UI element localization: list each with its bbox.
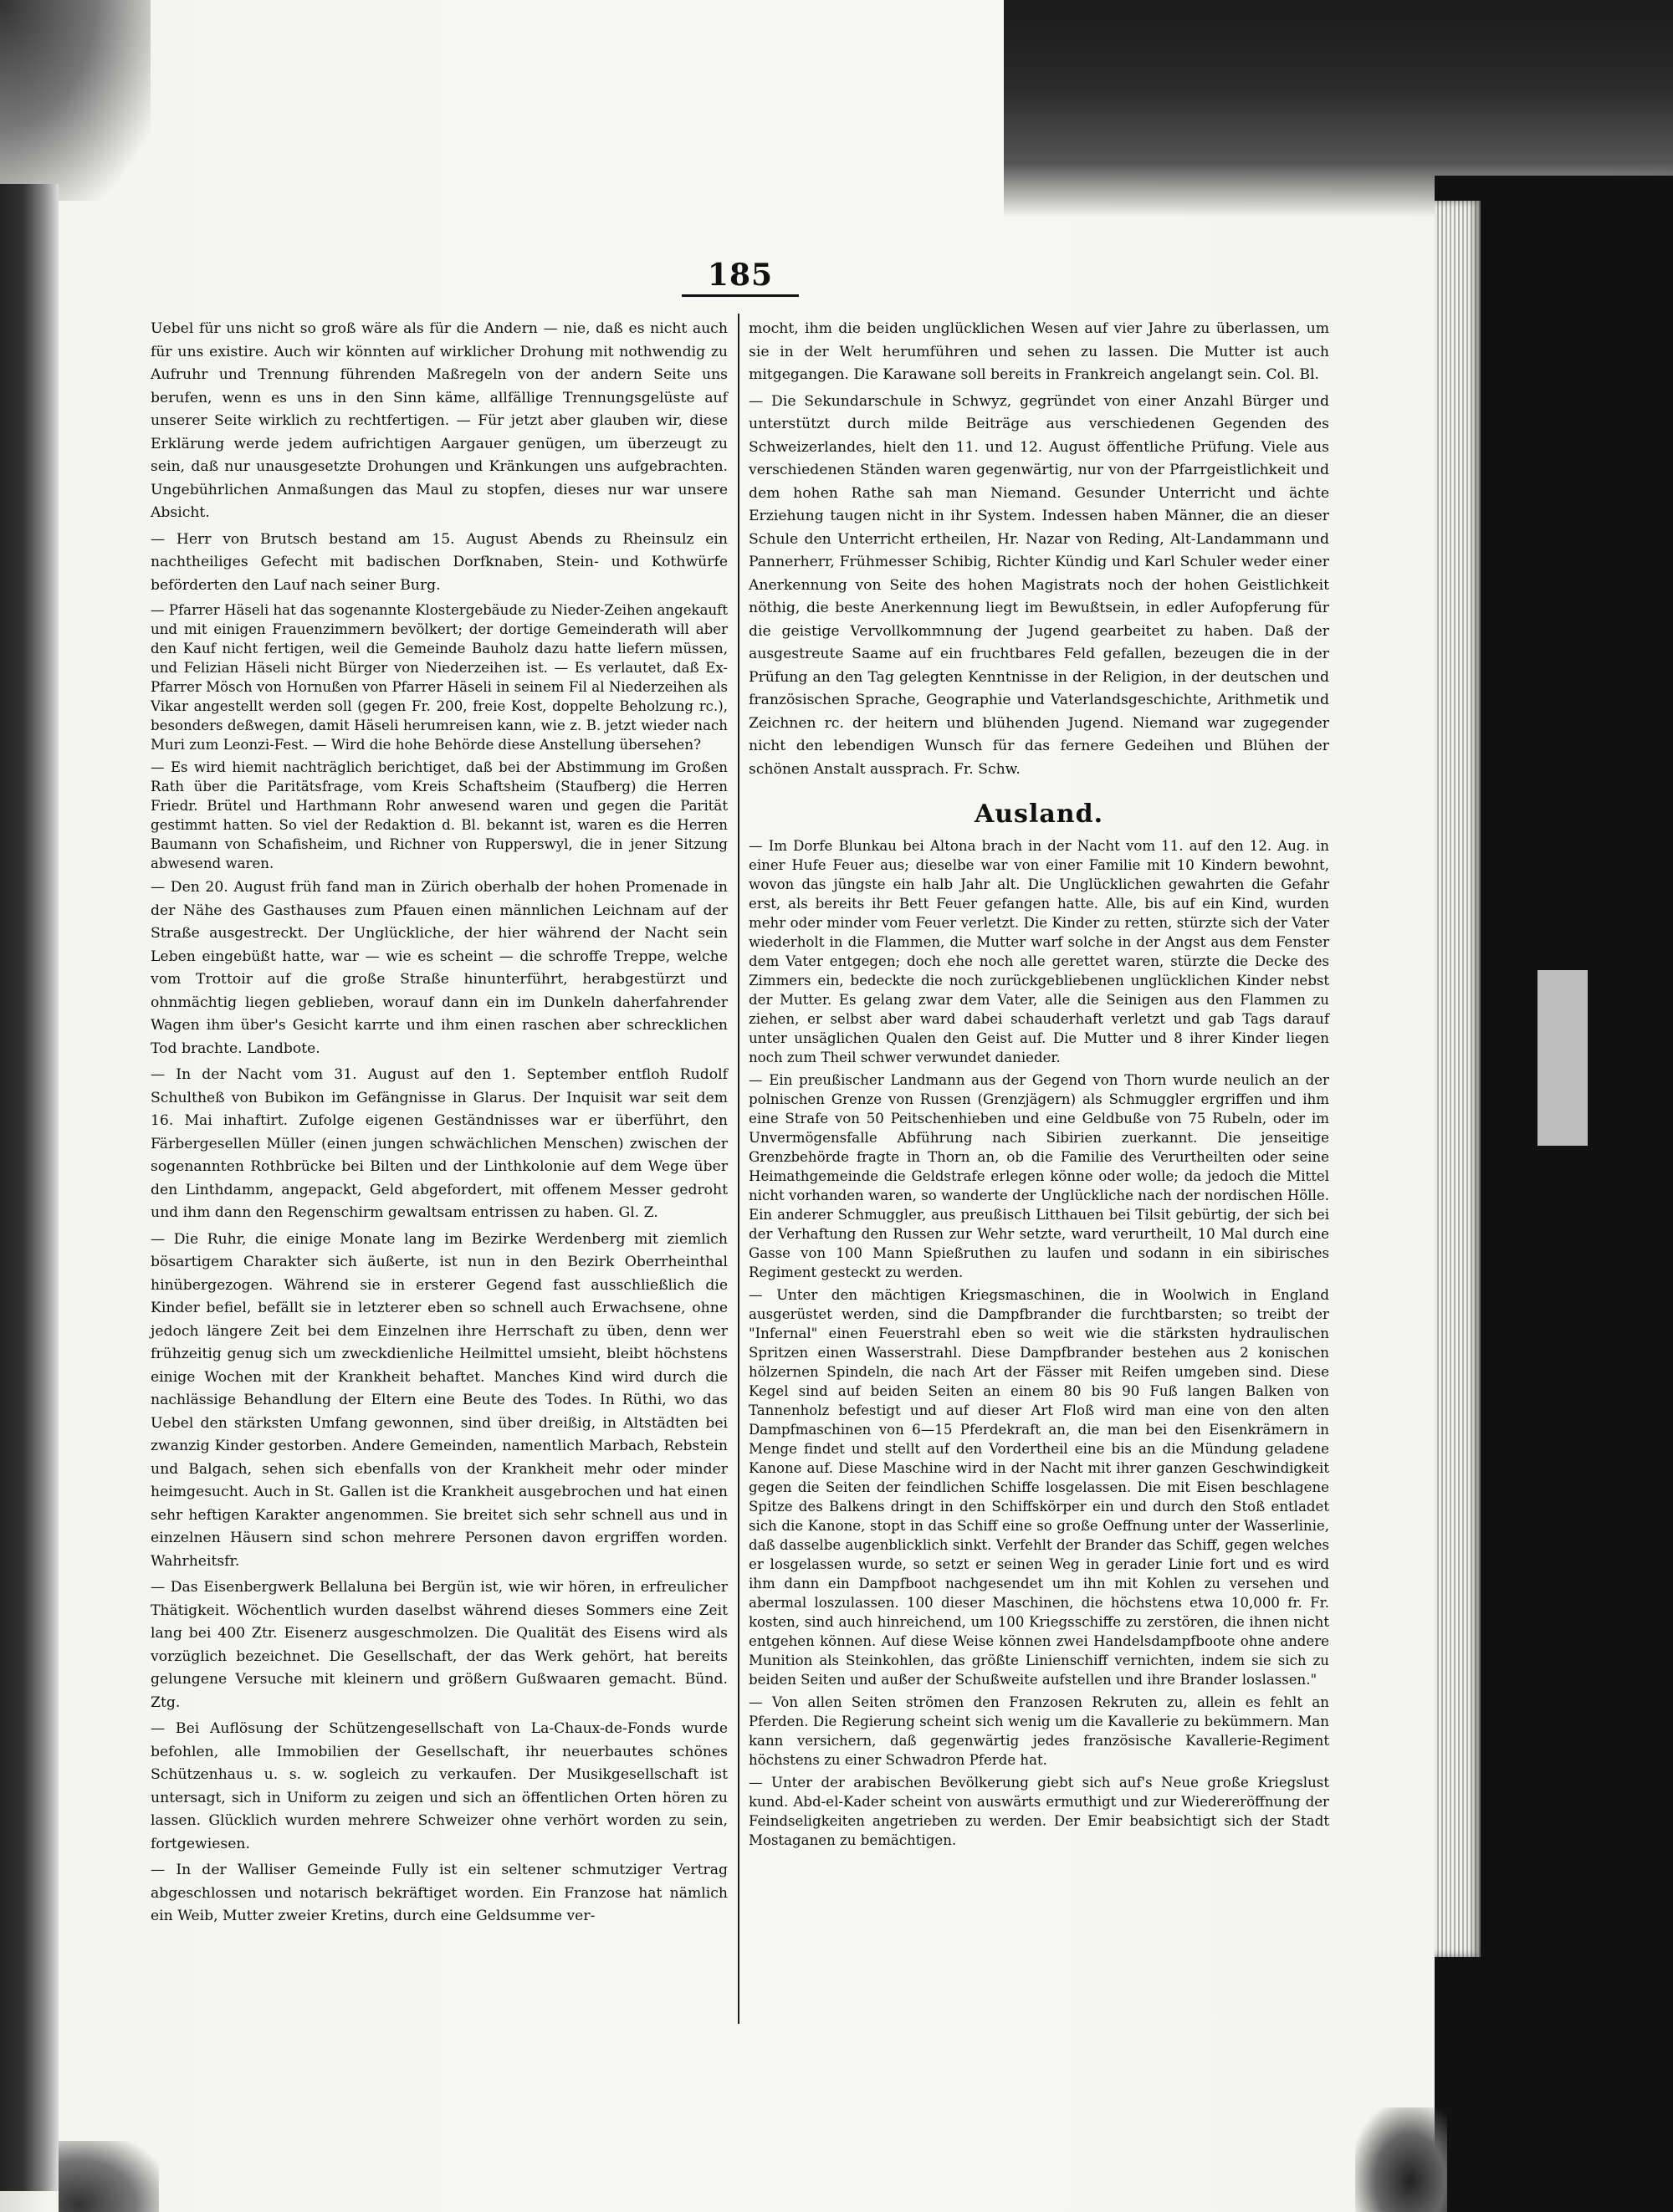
article-paragraph: — Die Ruhr, die einige Monate lang im Bezirke Werdenberg mit ziemlich bösartigem Charakter sich äußerte, ist nun in den Bezirk Oberrheinthal hinübergezogen. Während sie in ersterer Gegend fast ausschließlich die Kinder befiel, befällt sie in letzterer eben so schnell auch Erwachsene, ohne jedoch längere Zeit bei dem Einzelnen ihre Herrschaft zu üben, denn wer frühzeitig genug sich um zweckdienliche Heilmittel umsieht, bleibt höchstens einige Wochen mit der Krankheit behaftet. Manches Kind wird durch die nachlässige Behandlung der Eltern eine Beute des Todes. In Rüthi, wo das Uebel den stärksten Umfang gewonnen, sind über dreißig, in Altstädten bei zwanzig Kinder gestorben. Andere Gemeinden, namentlich Marbach, Rebstein und Balgach, sehen sich ebenfalls von der Krankheit mehr oder minder heimgesucht. Auch in St. Gallen ist die Krankheit ausgebrochen und hat einen sehr heftigen Karakter angenommen. Sie breitet sich sehr schnell aus und in einzelnen Häusern sind schon mehrere Personen davon ergriffen worden. Wahrheitsfr. bbox=[151, 1230, 728, 1570]
article-paragraph: — Herr von Brutsch bestand am 15. August Abends zu Rheinsulz ein nachtheiliges Gefecht mit badischen Dorfknaben, Stein- und Kothwürfe beförderten den Lauf nach seiner Burg. bbox=[151, 530, 728, 594]
article-paragraph: — Die Sekundarschule in Schwyz, gegründet von einer Anzahl Bürger und unterstützt durch milde Beiträge aus verschiedenen Gegenden des Schweizerlandes, hielt den 11. und 12. August öffentliche Prüfung. Viele aus verschiedenen Ständen waren gegenwärtig, nur von der Pfarrgeistlichkeit und dem hohen Rathe sah man Niemand. Gesunder Unterricht und ächte Erziehung taugen nicht in ihr System. Indessen haben Männer, die an dieser Schule den Unterricht ertheilen, Hr. Nazar von Reding, Alt-Landammann und Pannerherr, Frühmesser Schibig, Richter Kündig und Karl Schuler weder einer Anerkennung von Seite des hohen Magistrats noch der hohen Geistlichkeit nöthig, die beste Anerkennung liegt im Bewußtsein, in edler Aufopferung für die geistige Vervollkommnung der Jugend gearbeitet zu haben. Daß der ausgestreute Saame auf ein fruchtbares Feld gefallen, bezeugen die in der Prüfung an den Tag gelegten Kenntnisse in der Religion, in der deutschen und französischen Sprache, Geographie und Vaterlandsgeschichte, Arithmetik und Zeichnen rc. der heitern und blühenden Jugend. Niemand war zugegender nicht den lebendigen Wunsch für das fernere Gedeihen und Blühen der schönen Anstalt aussprach. Fr. Schw. bbox=[749, 392, 1329, 778]
stacked-page-edges bbox=[1435, 201, 1481, 1957]
article-paragraph: — Von allen Seiten strömen den Franzosen Rekruten zu, allein es fehlt an Pferden. Die Regierung scheint sich wenig um die Kavallerie zu bekümmern. Man kann versichern, daß gegenwärtig jedes französische Kavallerie-Regiment höchstens zu einer Schwadron Pferde hat. bbox=[749, 1694, 1329, 1768]
header-rule bbox=[682, 294, 799, 297]
scan-corner-shadow-bottom-left bbox=[59, 2141, 159, 2212]
scan-corner-shadow-bottom-right bbox=[1355, 2107, 1447, 2212]
article-paragraph: — Ein preußischer Landmann aus der Gegend von Thorn wurde neulich an der polnischen Grenze von Russen (Grenzjägern) als Schmuggler ergriffen und ihm eine Strafe von 50 Peitschenhieben und eine Geldbuße von 75 Rubeln, oder im Unvermögensfalle Abführung nach Sibirien zuerkannt. Die jenseitige Grenzbehörde fragte in Thorn an, ob die Familie des Verurtheilten oder seine Heimathgemeinde die Geldstrafe erlegen könne oder wolle; da jedoch die Mittel nicht vorhanden waren, so wanderte der Unglückliche nach der nordischen Hölle. Ein anderer Schmuggler, aus preußisch Litthauen bei Tilsit gebürtig, der sich bei der Verhaftung den Russen zur Wehr setzte, ward verurtheilt, 10 Mal durch eine Gasse von 100 Mann Spießruthen zu laufen und sodann in ein sibirisches Regiment gesteckt zu werden. bbox=[749, 1072, 1329, 1280]
article-paragraph: — Im Dorfe Blunkau bei Altona brach in der Nacht vom 11. auf den 12. Aug. in einer Hufe Feuer aus; dieselbe war von einer Familie mit 10 Kindern bewohnt, wovon das jüngste ein halb Jahr alt. Die Unglücklichen gewahrten die Gefahr erst, als bereits ihr Bett Feuer gefangen hatte. Alle, bis auf ein Kind, wurden mehr oder minder vom Feuer verletzt. Die Kinder zu retten, stürzte sich der Vater wiederholt in die Flammen, die Mutter warf solche in der Angst aus dem Fenster dem Vater entgegen; doch ehe noch alle gerettet waren, stürzte die Decke des Zimmers ein, bedeckte die noch zurückgebliebenen unglücklichen Kinder nebst der Mutter. Es gelang zwar dem Vater, alle die Seinigen aus den Flammen zu ziehen, er selbst aber ward dabei schauderhaft verletzt und gab Tags darauf unter unsäglichen Qualen den Geist auf. Die Mutter und 8 ihrer Kinder liegen noch zum Theil schwer verwundet danieder. bbox=[749, 838, 1329, 1065]
section-heading: Ausland. bbox=[974, 799, 1104, 829]
article-paragraph: — In der Nacht vom 31. August auf den 1. September entfloh Rudolf Schultheß von Bubikon im Gefängnisse in Glarus. Der Inquisit war seit dem 16. Mai inhaftirt. Zufolge eigenen Geständnisses war er überführt, den Färbergesellen Müller (einen jungen schwächlichen Menschen) zwischen der sogenannten Rothbrücke bei Bilten und der Linthkolonie auf dem Wege über den Linthdamm, angepackt, Geld abgefordert, mit offenem Messer gedroht und ihm dann den Regenschirm gewaltsam entrissen zu haben. Gl. Z. bbox=[151, 1066, 728, 1221]
article-paragraph: — Bei Auflösung der Schützengesellschaft von La-Chaux-de-Fonds wurde befohlen, alle Immobilien der Gesellschaft, ihr neuerbautes schönes Schützenhaus u. s. w. sogleich zu verkaufen. Der Musikgesellschaft ist untersagt, sich in Uniform zu zeigen und sich an öffentlichen Orten hören zu lassen. Glücklich wurden mehrere Schweizer ohne verhört worden zu sein, fortgewiesen. bbox=[151, 1720, 728, 1852]
page-edge-marker bbox=[1537, 970, 1588, 1146]
right-column bbox=[749, 318, 1329, 1853]
column-divider bbox=[738, 314, 739, 2024]
book-binding-edge-left bbox=[0, 184, 59, 2191]
article-paragraph: Uebel für uns nicht so groß wäre als für die Andern — nie, daß es nicht auch für uns existire. Auch wir könnten auf wirklicher Drohung mit nothwendig zu Aufruhr und Trennung führenden Maßregeln von der andern Seite uns berufen, wenn es uns in den Sinn käme, allfällige Trennungsgelüste auf unserer Seite wirklich zu rechtfertigen. — Für jetzt aber glauben wir, diese Erklärung werde jedem aufrichtigen Aargauer genügen, um überzeugt zu sein, daß nur unausgesetzte Drohungen und Kränkungen uns aufgebrachten. Ungebührlichen Anmaßungen das Maul zu stopfen, dieses nur war unsere Absicht. bbox=[151, 320, 728, 521]
left-column bbox=[151, 318, 728, 1932]
article-paragraph: mocht, ihm die beiden unglücklichen Wesen auf vier Jahre zu überlassen, um sie in der Welt herumführen und sehen zu lassen. Die Mutter ist auch mitgegangen. Die Karawane soll bereits in Frankreich angelangt sein. Col. Bl. bbox=[749, 320, 1329, 383]
binding-shadow-top-left bbox=[0, 0, 151, 201]
article-paragraph: — Es wird hiemit nachträglich berichtiget, daß bei der Abstimmung im Großen Rath über die Paritätsfrage, vom Kreis Schaftsheim (Staufberg) die Herren Friedr. Brütel und Harthmann Rohr anwesend waren und gegen die Parität gestimmt hatten. So viel der Redaktion d. Bl. bekannt ist, waren es die Herren Baumann von Schafisheim, und Richner von Rupperswyl, die in jener Sitzung abwesend waren. bbox=[151, 759, 728, 871]
article-paragraph: — Unter den mächtigen Kriegsmaschinen, die in Woolwich in England ausgerüstet werden, sind die Dampfbrander die furchtbarsten; so treibt der "Infernal" einen Feuerstrahl eben so weit wie die stärksten hydraulischen Spritzen einen Wasserstrahl. Diese Dampfbrander bestehen aus 2 konischen hölzernen Spindeln, die nach Art der Fässer mit Reifen umgeben sind. Diese Kegel sind auf beiden Seiten an einem 80 bis 90 Fuß langen Balken von Tannenholz befestigt und auf dieser Art Floß wird man eine von den alten Dampfmaschinen von 6—15 Pferdekraft an, die man bei den Eisenkrämern in Menge findet und stellt auf den Vordertheil eine bis an die Mündung geladene Kanone auf. Diese Maschine wird in der Nacht mit ihrer ganzen Geschwindigkeit gegen die Seiten der feindlichen Schiffe losgelassen. Die mit Eisen beschlagene Spitze des Balkens dringt in den Schiffskörper ein und durch den Stoß entladet sich die Kanone, stopt in das Schiff eine so große Oeffnung unter der Wasserlinie, daß dasselbe augenblicklich sinkt. Verfehlt der Brander das Schiff, gegen welches er losgelassen wurde, so setzt er seinen Weg in gerader Linie fort und es wird ihm dann ein Dampfboot nachgesendet um ihn mit Kohlen zu versehen und abermal loszulassen. 100 dieser Maschinen, die höchstens etwa 10,000 fr. Fr. kosten, sind auch hinreichend, um 100 Kriegsschiffe zu zerstören, die ihnen nicht entgehen können. Auf diese Weise können zwei Handelsdampfboote ohne andere Munition als Steinkohlen, das größte Linienschiff vernichten, indem sie sich zu beiden Seiten und außer der Schußweite aufstellen und ihre Brander loslassen." bbox=[749, 1287, 1329, 1688]
article-paragraph: — Pfarrer Häseli hat das sogenannte Klostergebäude zu Nieder-Zeihen angekauft und mit einigen Frauenzimmern bevölkert; der dortige Gemeinderath will aber den Kauf nicht fertigen, weil die Gemeinde Bauholz dazu hatte liefern müssen, und Felizian Häseli nicht Bürger von Niederzeihen ist. — Es verlautet, daß Ex-Pfarrer Mösch von Hornußen von Pfarrer Häseli in seinem Fil al Niederzeihen als Vikar angestellt werden soll (gegen Fr. 200, freie Kost, doppelte Beholzung rc.), besonders deßwegen, damit Häseli herumreisen kann, wie z. B. jetzt wieder nach Muri zum Leonzi-Fest. — Wird die hohe Behörde diese Anstellung übersehen? bbox=[151, 602, 728, 753]
article-paragraph: — In der Walliser Gemeinde Fully ist ein seltener schmutziger Vertrag abgeschlossen und notarisch bekräftiget worden. Ein Franzose hat nämlich ein Weib, Mutter zweier Kretins, durch eine Geldsumme ver- bbox=[151, 1862, 728, 1924]
article-paragraph: — Das Eisenbergwerk Bellaluna bei Bergün ist, wie wir hören, in erfreulicher Thätigkeit. Wöchentlich wurden daselbst während dieses Sommers eine Zeit lang bei 400 Ztr. Eisenerz ausgeschmolzen. Die Qualität des Eisens wird als vorzüglich bezeichnet. Die Gesellschaft, der das Werk gehört, hat bereits gelungene Versuche mit kleinern und größern Gußwaaren gemacht. Bünd. Ztg. bbox=[151, 1579, 728, 1711]
article-paragraph: — Den 20. August früh fand man in Zürich oberhalb der hohen Promenade in der Nähe des Gasthauses zum Pfauen einen männlichen Leichnam auf der Straße ausgestreckt. Der Unglückliche, der hier während der Nacht sein Leben eingebüßt hatte, war — wie es scheint — die schroffe Treppe, welche vom Trottoir auf die große Straße hinunterführt, herabgestürzt und ohnmächtig liegen geblieben, worauf dann ein im Dunkeln daherfahrender Wagen ihm über's Gesicht karrte und ihm einen raschen aber schrecklichen Tod brachte. Landbote. bbox=[151, 879, 728, 1057]
article-paragraph: — Unter der arabischen Bevölkerung giebt sich auf's Neue große Kriegslust kund. Abd-el-Kader scheint von auswärts ermuthigt und zur Wiedereröffnung der Feindseligkeiten angetrieben zu werden. Der Emir beabsichtigt sich der Stadt Mostaganen zu bemächtigen. bbox=[749, 1775, 1329, 1848]
page-number: 185 bbox=[707, 258, 774, 293]
